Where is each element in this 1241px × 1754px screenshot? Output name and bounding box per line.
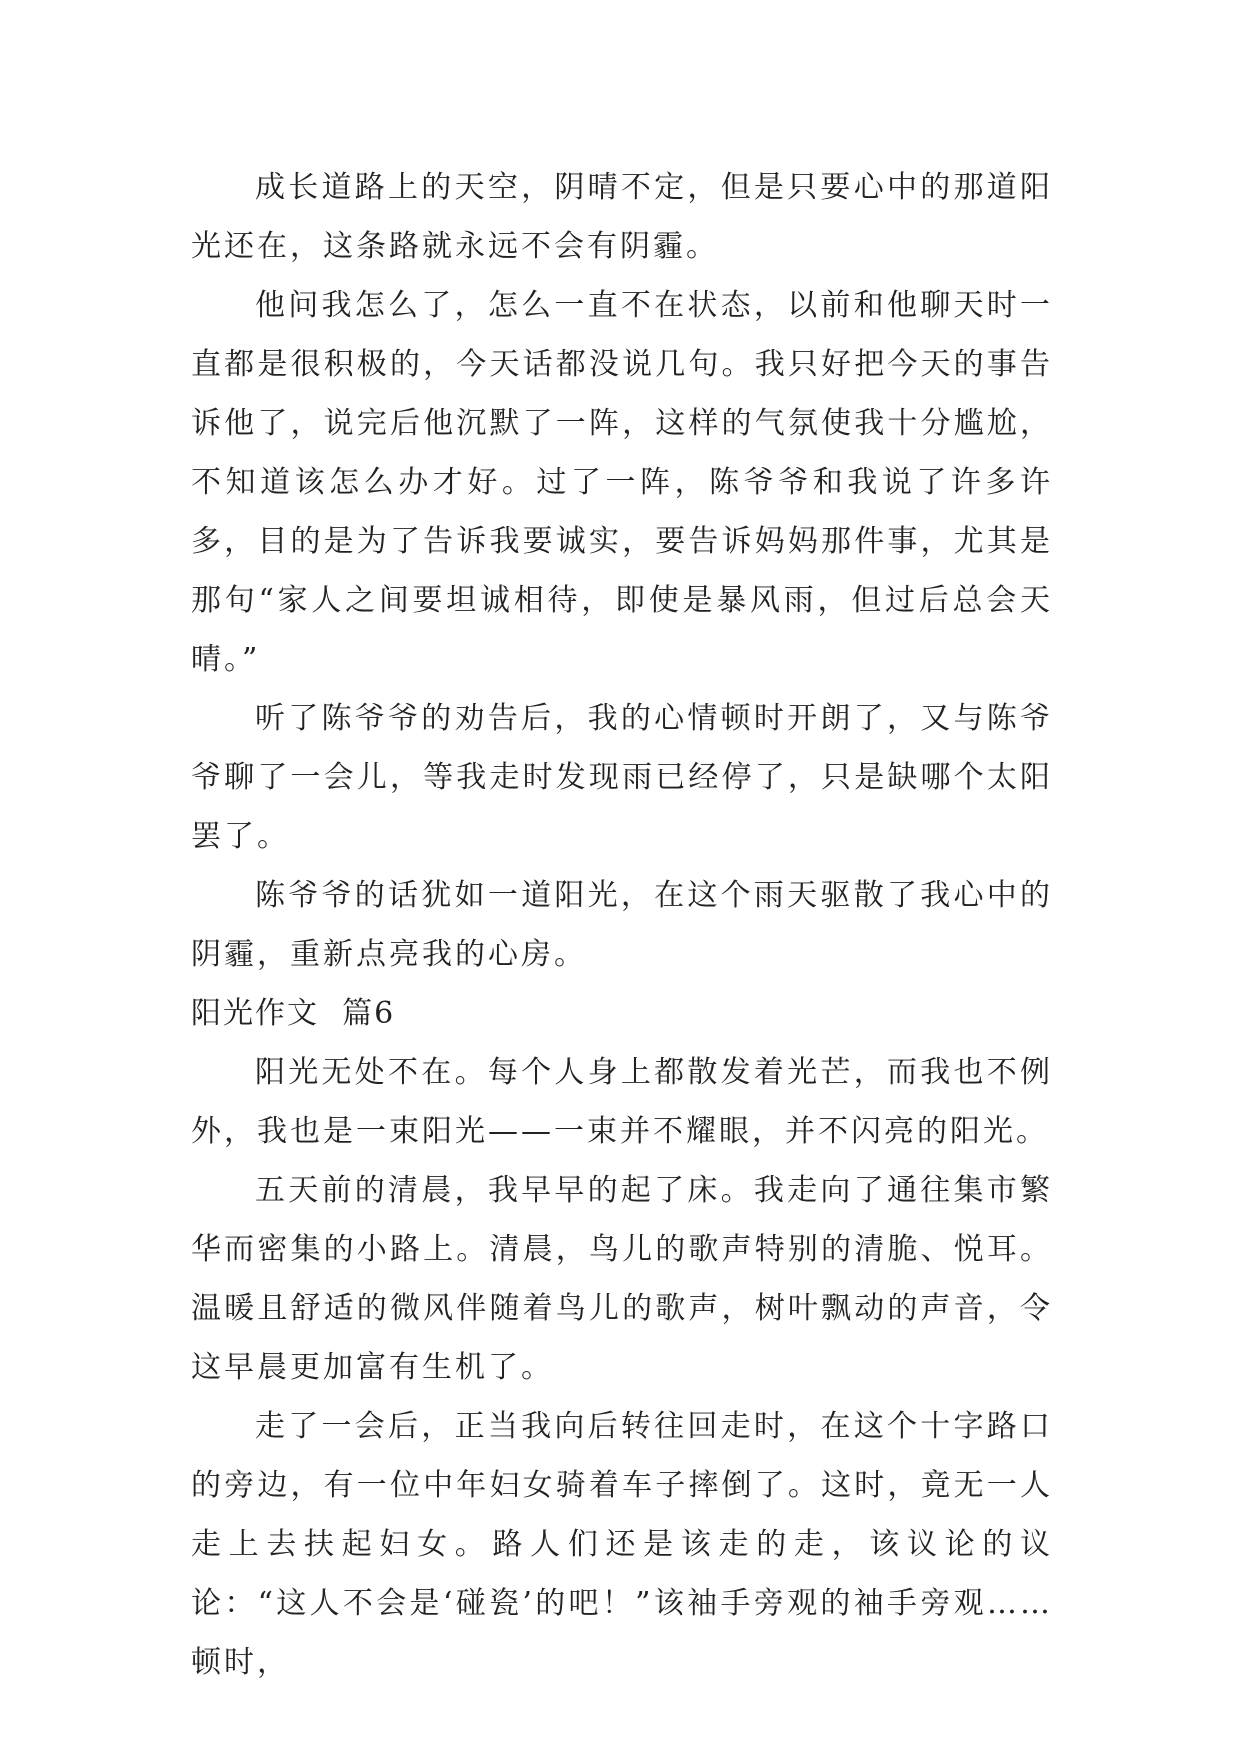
paragraph: 听了陈爷爷的劝告后，我的心情顿时开朗了，又与陈爷爷聊了一会儿，等我走时发现雨已经停了，只是缺哪个太阳罢了。 [191,701,1053,854]
section-heading: 阳光作文 篇6 [191,996,396,1031]
paragraph: 陈爷爷的话犹如一道阳光，在这个雨天驱散了我心中的阴霾，重新点亮我的心房。 [191,878,1053,972]
paragraph: 五天前的清晨，我早早的起了床。我走向了通往集市繁华而密集的小路上。清晨，鸟儿的歌声特别的清脆、悦耳。温暖且舒适的微风伴随着鸟儿的歌声，树叶飘动的声音，令这早晨更加富有生机了。 [191,1173,1053,1385]
paragraph: 成长道路上的天空，阴晴不定，但是只要心中的那道阳光还在，这条路就永远不会有阴霾。 [191,170,1053,264]
document-body [191,158,1053,1692]
paragraph: 阳光无处不在。每个人身上都散发着光芒，而我也不例外，我也是一束阳光——一束并不耀眼，并不闪亮的阳光。 [191,1055,1053,1149]
paragraph: 他问我怎么了，怎么一直不在状态，以前和他聊天时一直都是很积极的，今天话都没说几句。我只好把今天的事告诉他了，说完后他沉默了一阵，这样的气氛使我十分尴尬，不知道该怎么办才好。过了一阵，陈爷爷和我说了许多许多，目的是为了告诉我要诚实，要告诉妈妈那件事，尤其是那句“家人之间要坦诚相待，即使是暴风雨，但过后总会天晴。” [191,288,1053,677]
paragraph: 走了一会后，正当我向后转往回走时，在这个十字路口的旁边，有一位中年妇女骑着车子摔倒了。这时，竟无一人走上去扶起妇女。路人们还是该走的走，该议论的议论：“这人不会是‘碰瓷’的吧！”该袖手旁观的袖手旁观……顿时， [191,1409,1053,1680]
